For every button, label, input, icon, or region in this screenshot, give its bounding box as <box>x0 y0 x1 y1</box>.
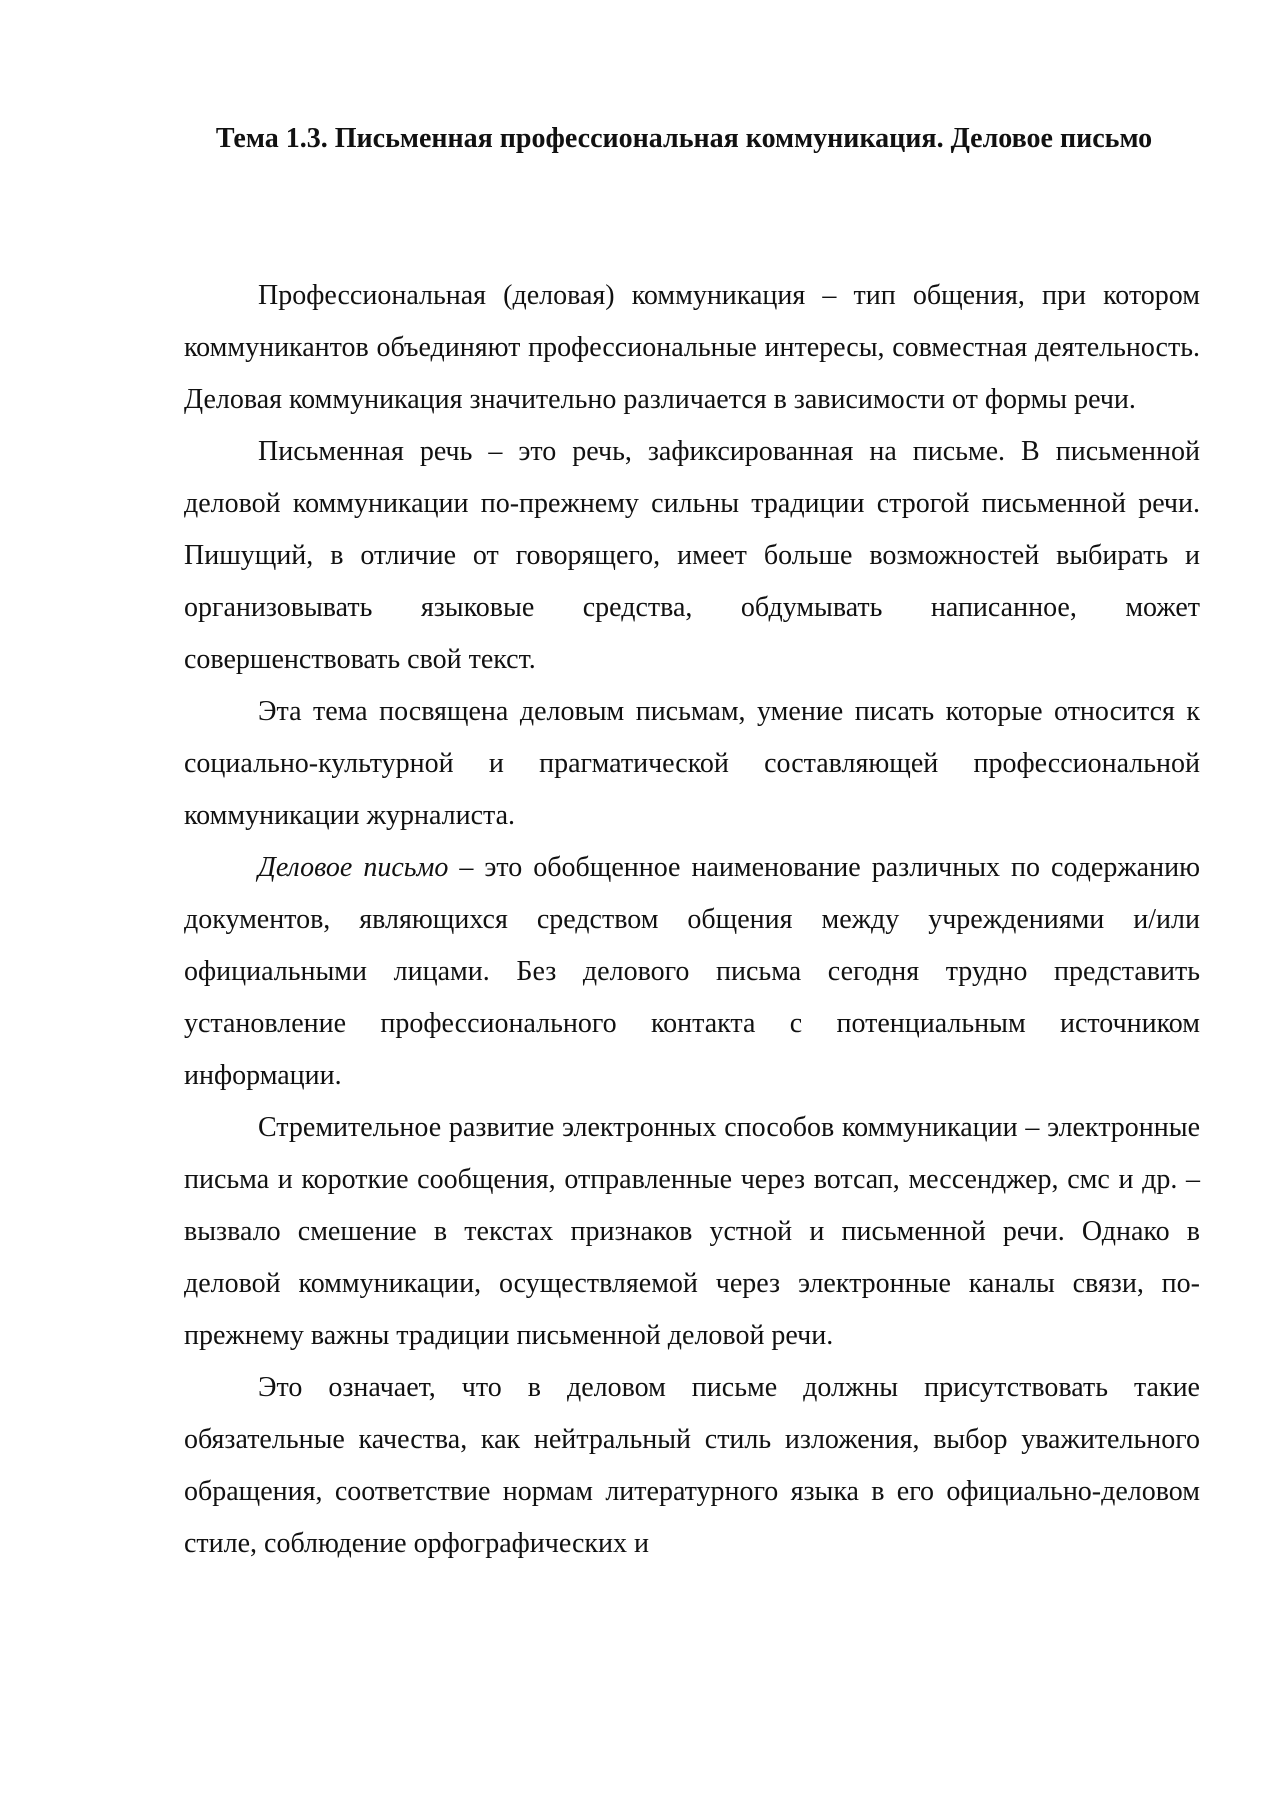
paragraph-topic-purpose: Эта тема посвящена деловым письмам, умение писать которые относится к социально-культурной и прагматической составляющей профессиональной коммуникации журналиста. <box>184 696 1200 831</box>
paragraph-written-speech: Письменная речь – это речь, зафиксированная на письме. В письменной деловой коммуникации по-прежнему сильны традиции строгой письменной речи. Пишущий, в отличие от говорящего, имеет больше возможностей выбирать и организовывать языковые средства, обдумывать написанное, может совершенствовать свой текст. <box>184 436 1200 675</box>
paragraph-required-qualities: Это означает, что в деловом письме должны присутствовать такие обязательные качества, как нейтральный стиль изложения, выбор уважительного обращения, соответствие нормам литературного языка в его официально-деловом стиле, соблюдение орфографических и <box>184 1372 1200 1559</box>
term-business-letter: Деловое письмо <box>258 852 449 883</box>
paragraph-professional-communication: Профессиональная (деловая) коммуникация – тип общения, при котором коммуникантов объединяют профессиональные интересы, совместная деятельность. Деловая коммуникация значительно различается в зависимости от формы речи. <box>184 280 1200 415</box>
page-title: Тема 1.3. Письменная профессиональная коммуникация. Деловое письмо <box>215 123 1153 154</box>
paragraph-business-letter-text: – это обобщенное наименование различных по содержанию документов, являющихся средством общения между учреждениями и/или официальными лицами. Без делового письма сегодня трудно представить установление профессионального контакта с потенциальным источником информации. <box>184 852 1200 1091</box>
document-body <box>184 270 1200 1570</box>
paragraph-electronic-communication: Стремительное развитие электронных способов коммуникации – электронные письма и короткие сообщения, отправленные через вотсап, мессенджер, смс и др. – вызвало смешение в текстах признаков устной и письменной речи. Однако в деловой коммуникации, осуществляемой через электронные каналы связи, по-прежнему важны традиции письменной деловой речи. <box>184 1112 1200 1351</box>
paragraph-business-letter-definition <box>184 842 1200 1102</box>
